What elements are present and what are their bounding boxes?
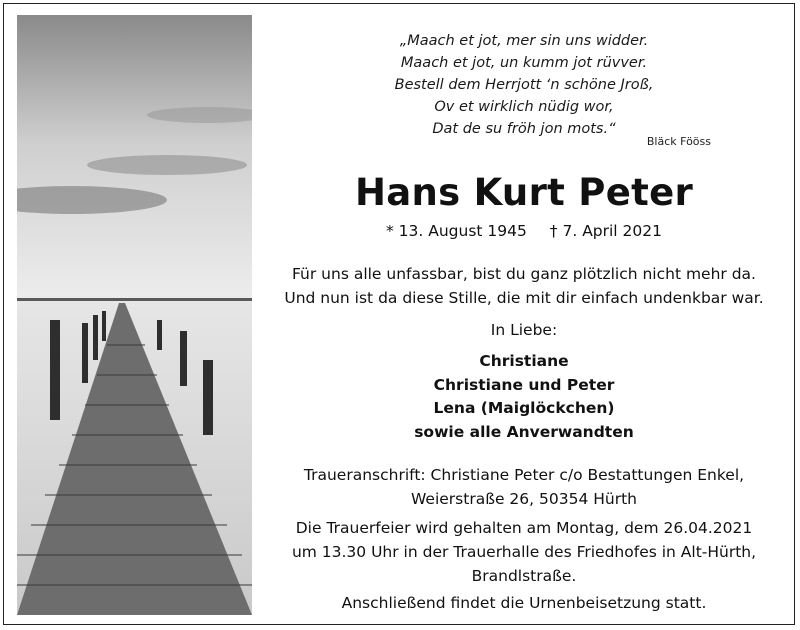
ceremony-info — [252, 516, 795, 588]
jetty-photo — [17, 15, 252, 615]
ceremony-line: Brandlstraße. — [471, 567, 577, 585]
poem-line: Maach et jot, un kumm jot rüvver. — [400, 55, 648, 71]
jetty-image — [17, 15, 252, 615]
poem — [252, 30, 795, 140]
address-line: Weierstraße 26, 50354 Hürth — [411, 490, 637, 508]
ceremony-line: um 13.30 Uhr in der Trauerhalle des Friedhofes in Alt-Hürth, — [291, 543, 757, 561]
message-line: Für uns alle unfassbar, bist du ganz plötzlich nicht mehr da. — [291, 265, 756, 283]
mourners-list — [252, 350, 795, 444]
message-line: Und nun ist da diese Stille, die mit dir einfach undenkbar war. — [284, 289, 764, 307]
poem-line: „Maach et jot, mer sin uns widder. — [399, 33, 649, 49]
mourner: Lena (Maiglöckchen) — [433, 399, 615, 417]
poem-line: Dat de su fröh jon mots.“ — [432, 121, 616, 137]
poem-line: Bestell dem Herrjott ‘n schöne Jroß, — [394, 77, 654, 93]
address-line: Traueranschrift: Christiane Peter c/o Bestattungen Enkel, — [303, 466, 745, 484]
poem-line: Ov et wirklich nüdig wor, — [434, 99, 614, 115]
death-date: † 7. April 2021 — [549, 222, 662, 240]
ceremony-line: Die Trauerfeier wird gehalten am Montag, dem 26.04.2021 — [295, 519, 753, 537]
mourner: sowie alle Anverwandten — [414, 422, 634, 441]
love-label: In Liebe: — [490, 321, 558, 339]
mourner: Christiane und Peter — [433, 375, 615, 394]
birth-date: * 13. August 1945 — [385, 222, 527, 240]
obituary-text — [252, 4, 795, 625]
life-dates — [252, 222, 795, 240]
deceased-name: Hans Kurt Peter — [354, 171, 694, 214]
message — [252, 262, 795, 310]
closing-note: Anschließend findet die Urnenbeisetzung statt. — [341, 594, 707, 612]
obituary-notice — [3, 3, 795, 625]
poem-author: Bläck Fööss — [646, 135, 711, 148]
mourning-address — [252, 463, 795, 511]
mourner: Christiane — [479, 352, 569, 370]
